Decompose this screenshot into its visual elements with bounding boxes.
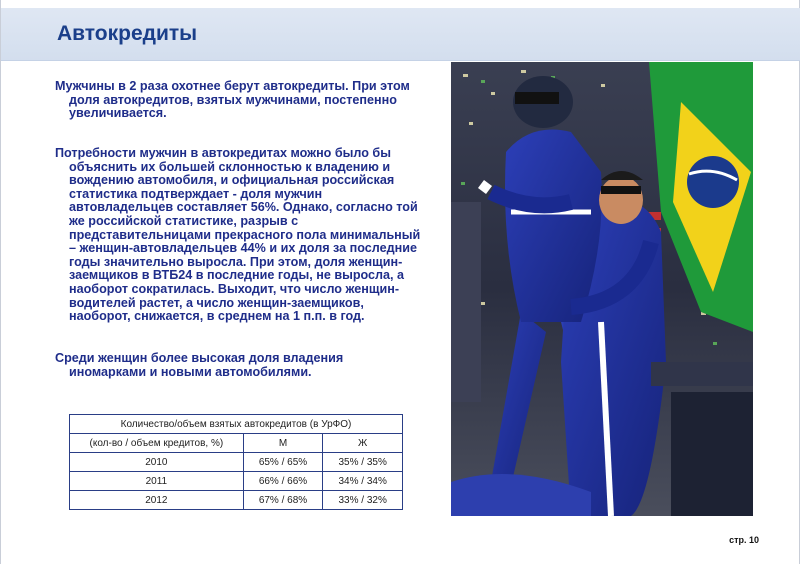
table-cell-year: 2010 [70,453,244,472]
table-cell-men: 65% / 65% [243,453,323,472]
table-header-cell: Ж [323,434,403,453]
table-cell-men: 67% / 68% [243,491,323,510]
table-cell-women: 34% / 34% [323,472,403,491]
paragraph-text: Мужчины в 2 раза охотнее берут автокредиты. При этом доля автокредитов, взятых мужчинами, постепенно увеличивается. [55,79,410,121]
table-row [70,453,403,472]
table-header-cell: М [243,434,323,453]
table-row [70,491,403,510]
paragraph-text: Потребности мужчин в автокредитах можно было бы объяснить их большей склонностью к владению и вождению автомобиля, и официальная российская статистика подтверждает - доля мужчин автовладельцев составляет 56%. Однако, согласно той же российской статистике, разрыв с представительницами прекрасного пола минимальный – женщин-автовладельцев 44% и их доля за последние годы значительно выросла. При этом, доля женщин-заемщиков в ВТБ24 в последние годы, не выросла, а наоборот сократилась. Выходит, что число женщин-водителей растет, а число женщин-заемщиков, наоборот, снижается, в среднем на 1 п.п. в год. [55,146,421,324]
table-header-cell: (кол-во / объем кредитов, %) [70,434,244,453]
table-cell-year: 2012 [70,491,244,510]
table-caption-row [70,415,403,434]
credit-table [69,414,403,510]
table-caption: Количество/объем взятых автокредитов (в УрФО) [70,415,403,434]
table-cell-women: 33% / 32% [323,491,403,510]
paragraph-text: Среди женщин более высокая доля владения иномарками и новыми автомобилями. [55,351,344,379]
slide-title: Автокредиты [57,22,198,45]
table-header-row [70,434,403,453]
table-row [70,472,403,491]
racing-celebration-photo [451,62,753,516]
table-cell-men: 66% / 66% [243,472,323,491]
table-cell-women: 35% / 35% [323,453,403,472]
paragraph-3 [55,352,421,379]
table-cell-year: 2011 [70,472,244,491]
paragraph-1 [55,80,421,121]
paragraph-2 [55,147,421,324]
page-number: стр. 10 [729,535,759,545]
